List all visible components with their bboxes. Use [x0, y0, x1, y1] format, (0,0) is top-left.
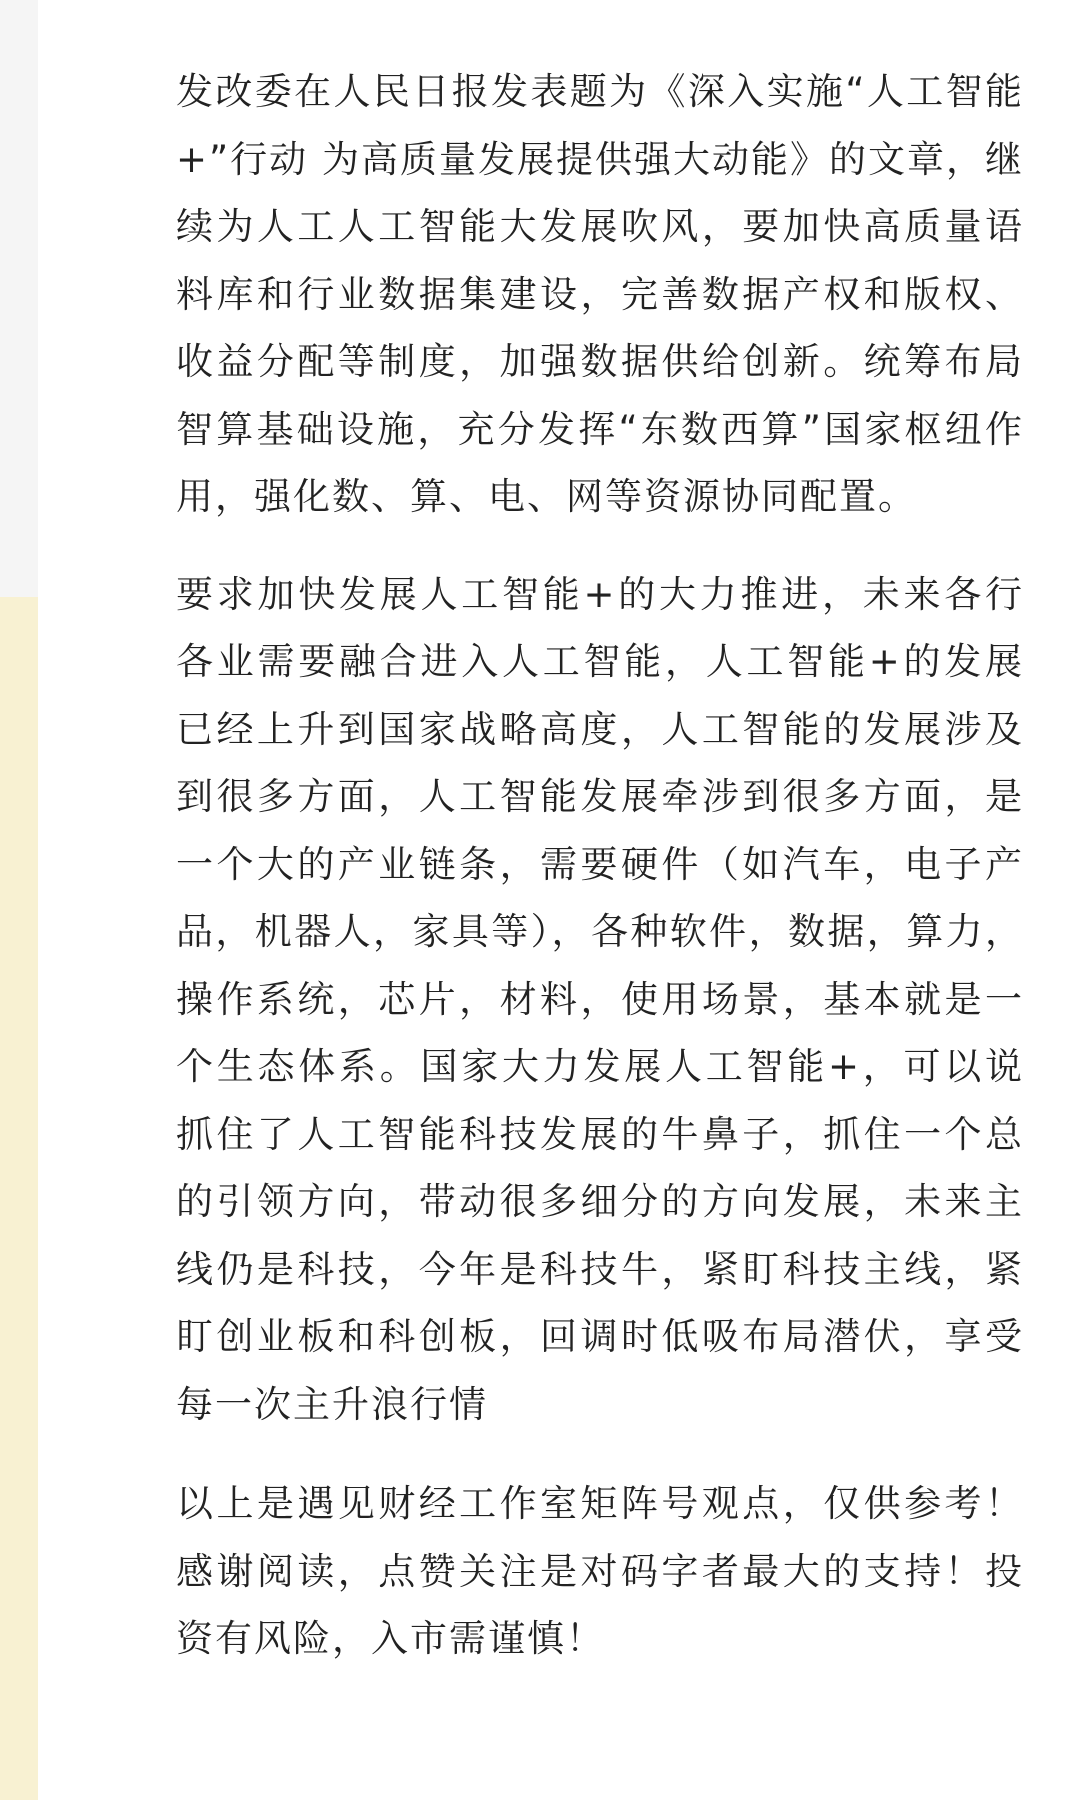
article-paragraph-3: 以上是遇见财经工作室矩阵号观点，仅供参考！感谢阅读，点赞关注是对码字者最大的支持！投资有风险，入市需谨慎！ — [176, 1482, 1024, 1660]
article-body — [176, 58, 1024, 1673]
article-paragraph-2: 要求加快发展人工智能+的大力推进，未来各行各业需要融合进入人工智能，人工智能+的发展已经上升到国家战略高度，人工智能的发展涉及到很多方面，人工智能发展牵涉到很多方面，是一个大的产业链条，需要硬件（如汽车，电子产品，机器人，家具等），各种软件，数据，算力，操作系统，芯片，材料，使用场景，基本就是一个生态体系。国家大力发展人工智能+，可以说抓住了人工智能科技发展的牛鼻子，抓住一个总的引领方向，带动很多细分的方向发展，未来主线仍是科技，今年是科技牛，紧盯科技主线，紧盯创业板和科创板，回调时低吸布局潜伏，享受每一次主升浪行情 — [176, 572, 1024, 1426]
left-edge-strip — [0, 0, 38, 1800]
left-strip-yellow — [0, 597, 38, 1800]
left-strip-gray — [0, 0, 38, 597]
article-paragraph-1: 发改委在人民日报发表题为《深入实施“人工智能+”行动 为高质量发展提供强大动能》的文章，继续为人工人工智能大发展吹风，要加快高质量语料库和行业数据集建设，完善数据产权和版权、收益分配等制度，加强数据供给创新。统筹布局智算基础设施，充分发挥“东数西算”国家枢纽作用，强化数、算、电、网等资源协同配置。 — [176, 70, 1024, 518]
